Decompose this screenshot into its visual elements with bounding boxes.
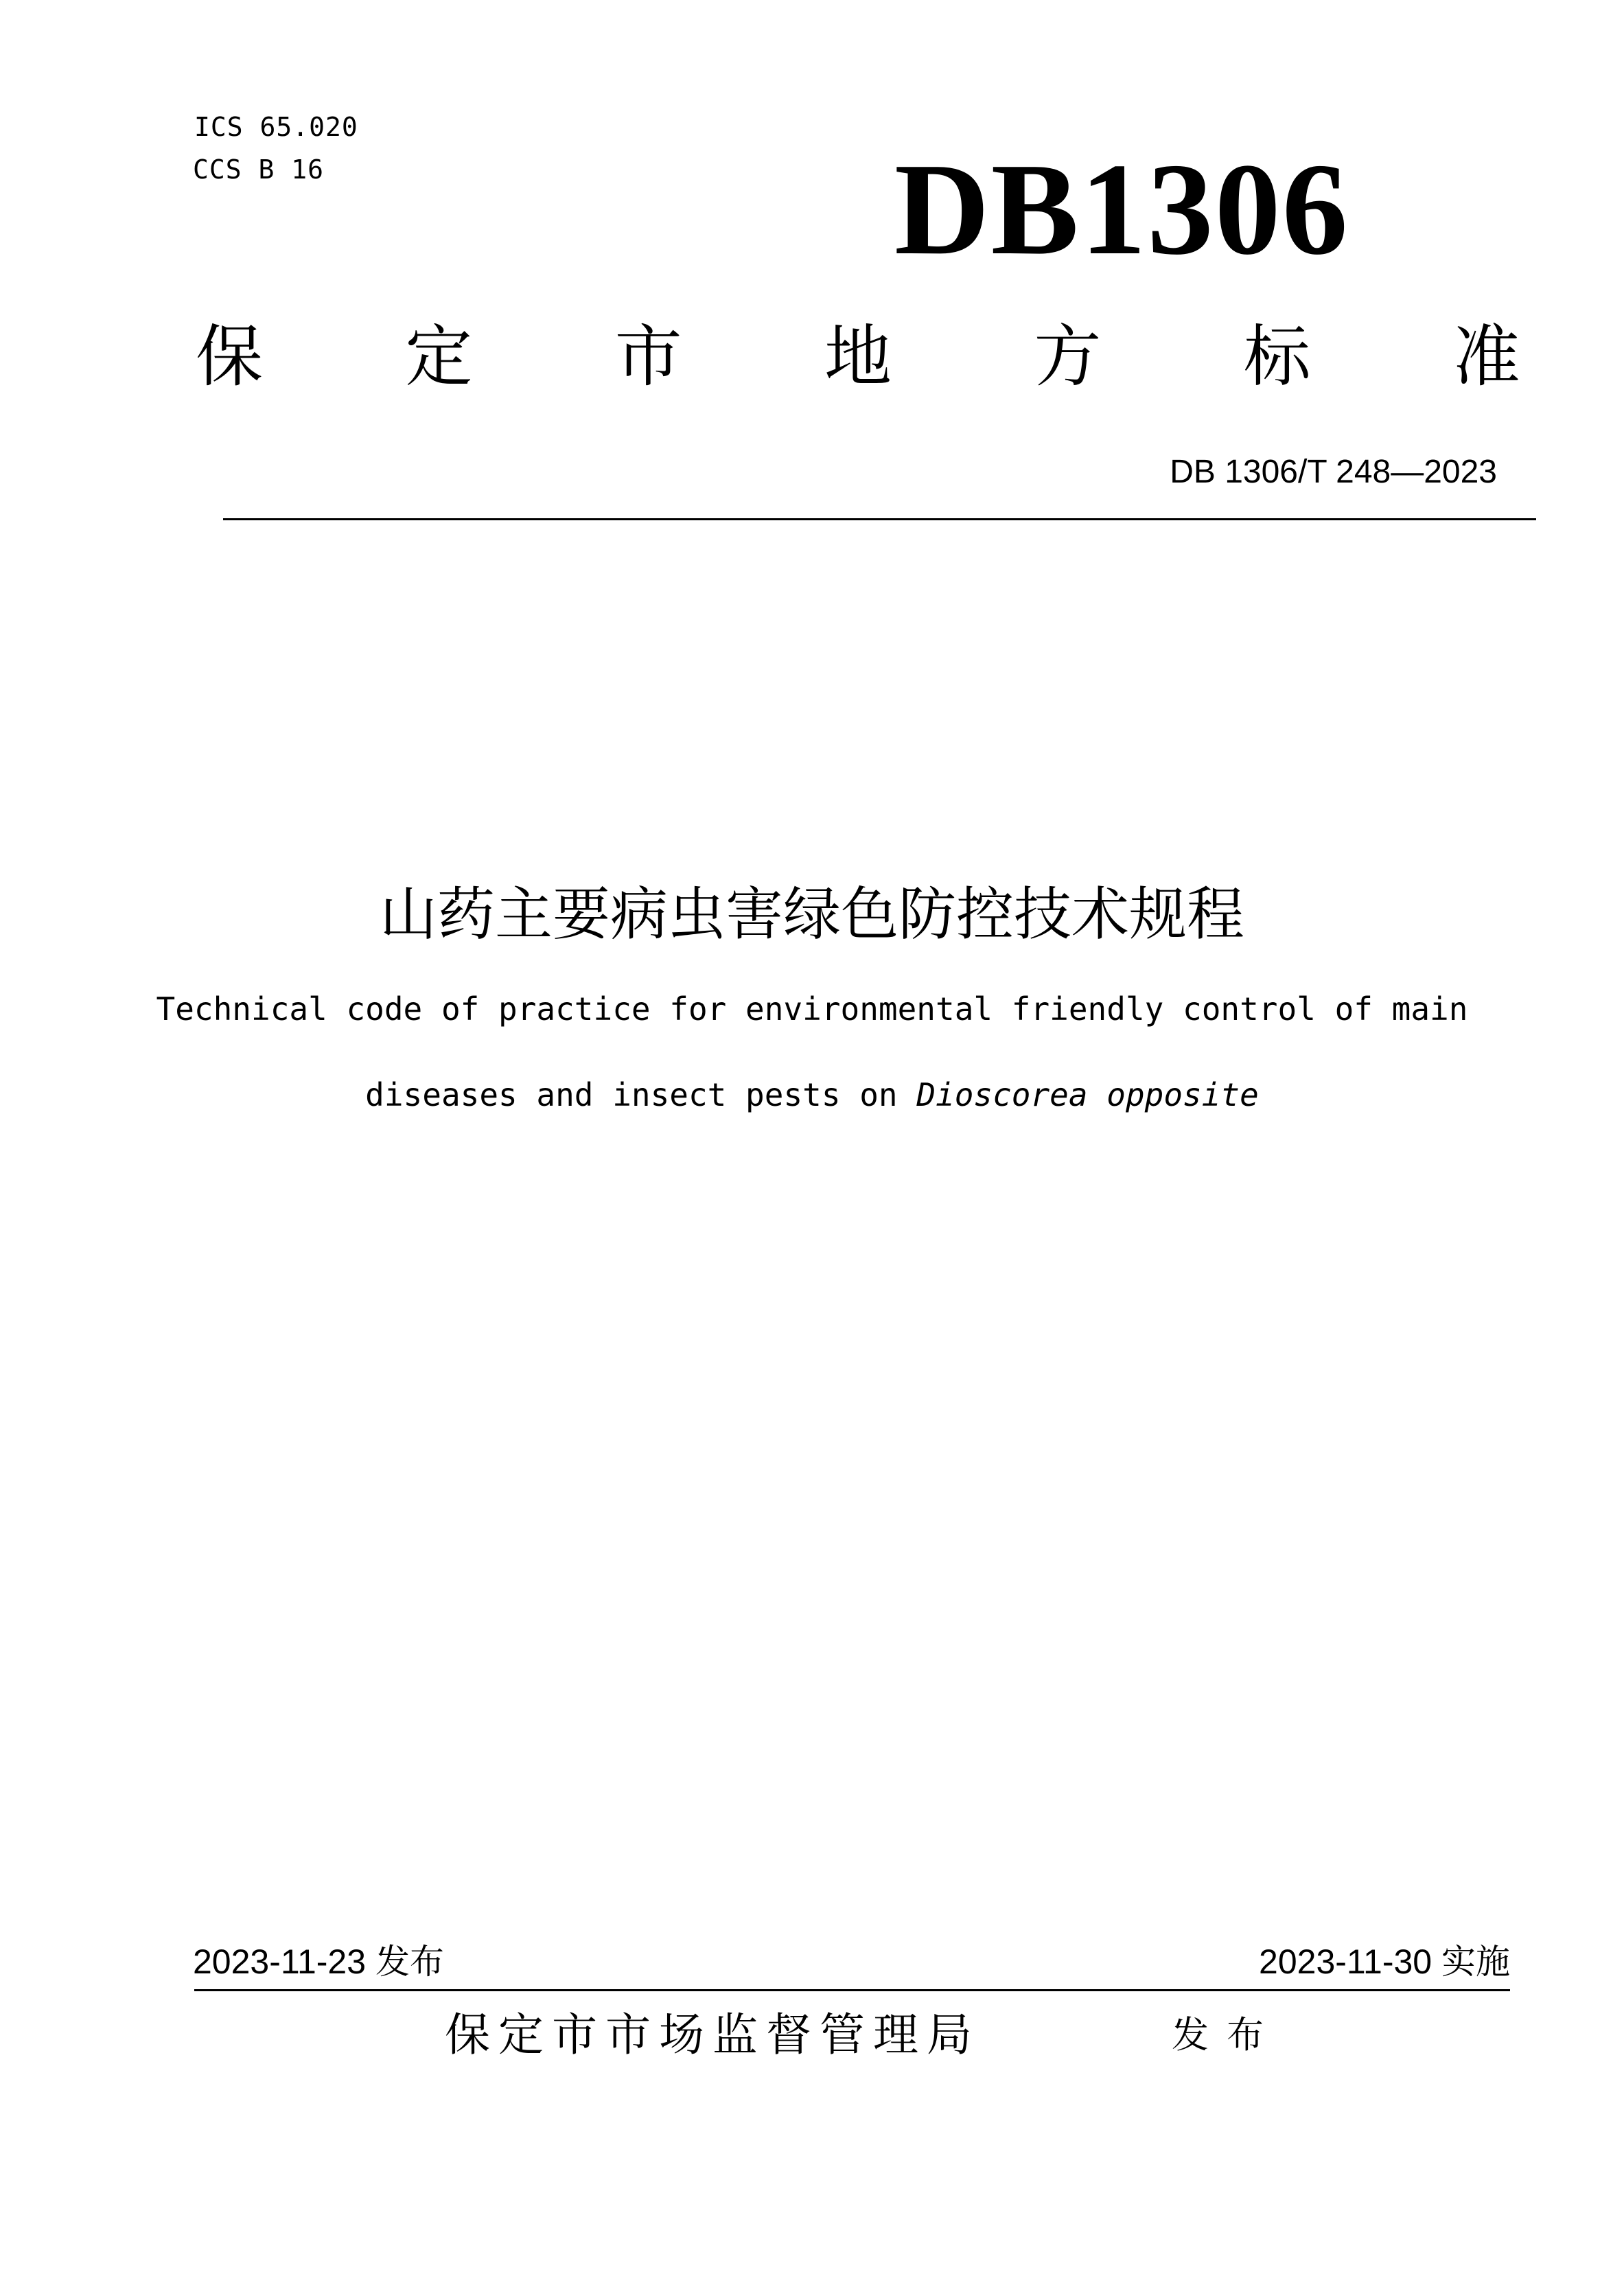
ics-code: ICS 65.020 bbox=[194, 112, 358, 142]
issue-label: 发布 bbox=[1172, 2013, 1281, 2056]
publish-date: 2023-11-23 发布 bbox=[193, 1943, 444, 1981]
standard-code: DB1306 bbox=[894, 136, 1349, 282]
standard-type-char: 市 bbox=[614, 318, 682, 396]
standard-type-char: 方 bbox=[1034, 318, 1102, 396]
standard-type-char: 地 bbox=[824, 318, 892, 396]
standard-type-char: 保 bbox=[196, 318, 264, 396]
english-title-prefix: diseases and insect pests on bbox=[365, 1076, 917, 1113]
standard-type-char: 准 bbox=[1452, 318, 1520, 396]
issuing-authority: 保定市市场监督管理局 bbox=[445, 2008, 980, 2061]
species-name: Dioscorea opposite bbox=[916, 1076, 1259, 1113]
standard-type-char: 标 bbox=[1243, 318, 1311, 396]
implement-date: 2023-11-30 实施 bbox=[1259, 1943, 1510, 1981]
standard-type-heading bbox=[196, 317, 1520, 397]
document-title-chinese: 山药主要病虫害绿色防控技术规程 bbox=[379, 881, 1244, 948]
header-divider bbox=[223, 518, 1536, 520]
standard-type-char: 定 bbox=[405, 318, 473, 396]
ccs-code: CCS B 16 bbox=[193, 154, 325, 185]
standard-number: DB 1306/T 248—2023 bbox=[1170, 454, 1497, 490]
footer-divider bbox=[194, 1989, 1510, 1991]
document-title-english-line1: Technical code of practice for environmental friendly control of main bbox=[156, 990, 1468, 1028]
document-title-english-line2 bbox=[0, 1074, 1624, 1115]
